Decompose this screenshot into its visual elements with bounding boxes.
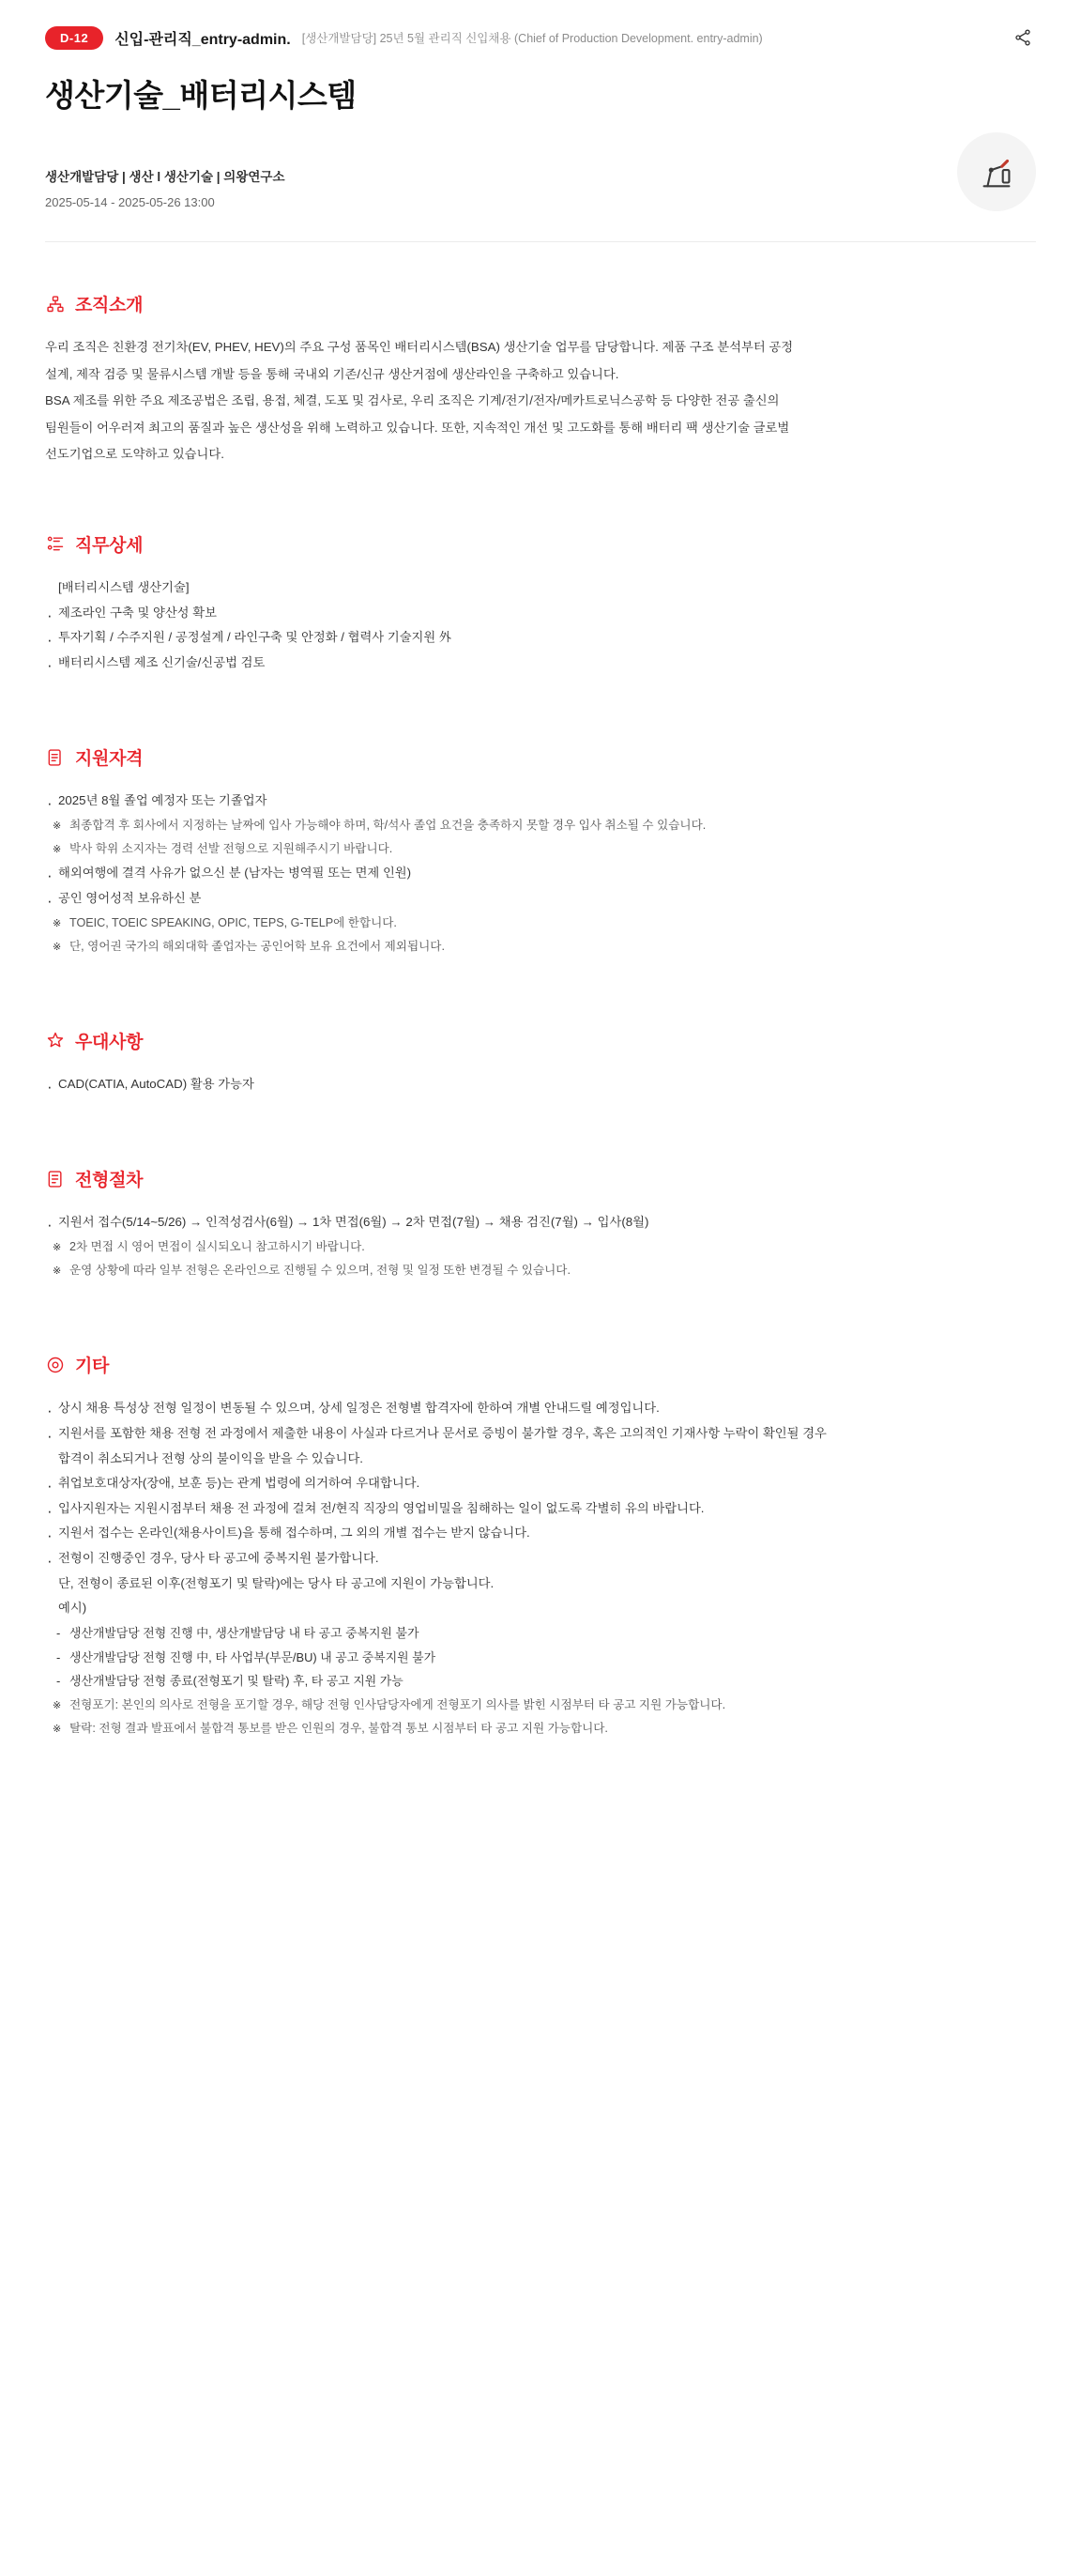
top-bar (45, 0, 1036, 51)
section-header (45, 1166, 1036, 1191)
section-body (45, 789, 1036, 958)
list-item: · 취업보호대상자(장애, 보훈 등)는 관계 법령에 의거하여 우대합니다. (45, 1471, 1036, 1496)
section-title: 전형절차 (75, 1171, 144, 1191)
section-title: 기타 (75, 1357, 110, 1377)
posting-category-title: 신입-관리직_entry-admin. (114, 31, 291, 48)
paragraph: BSA 제조를 위한 주요 제조공법은 조립, 용접, 체결, 도포 및 검사로, 우리 조직은 기계/전기/전자/메카트로닉스공학 등 다양한 전공 출신의 (45, 393, 780, 408)
dday-badge: D-12 (45, 26, 103, 50)
paragraph: 우리 조직은 친환경 전기차(EV, PHEV, HEV)의 주요 구성 품목인 배터리시스템(BSA) 생산기술 업무를 담당합니다. 제품 구조 분석부터 공정 (45, 340, 794, 354)
list-note: ※ 탈락: 전형 결과 발표에서 불합격 통보를 받은 인원의 경우, 불합격 통보 시점부터 타 공고 지원 가능합니다. (45, 1717, 1036, 1740)
process-list-icon (45, 1169, 66, 1189)
list-subitem: - 생산개발담당 전형 종료(전형포기 및 탈락) 후, 타 공고 지원 가능 (45, 1669, 1036, 1694)
list-subitem: - 생산개발담당 전형 진행 中, 생산개발담당 내 타 공고 중복지원 불가 (45, 1621, 1036, 1646)
list-item: · 해외여행에 결격 사유가 없으신 분 (남자는 병역필 또는 면제 인원) (45, 861, 1036, 886)
list-item: · 배터리시스템 제조 신기술/신공법 검토 (45, 651, 1036, 676)
list-item: · 투자기획 / 수주지원 / 공정설계 / 라인구축 및 안정화 / 협력사 기술지원 外 (45, 625, 1036, 651)
item-list (45, 575, 1036, 675)
section-qualification (45, 744, 1036, 958)
job-detail-icon (45, 533, 66, 554)
list-item-cont: 단, 전형이 종료된 이후(전형포기 및 탈락)에는 당사 타 공고에 지원이 가능합니다. (58, 1575, 495, 1590)
section-body (45, 575, 1036, 675)
section-process (45, 1166, 1036, 1282)
section-header (45, 291, 1036, 316)
list-note: ※ 전형포기: 본인의 의사로 전형을 포기할 경우, 해당 전형 인사담당자에게 전형포기 의사를 밝힌 시점부터 타 공고 지원 가능합니다. (45, 1694, 1036, 1717)
share-icon[interactable] (1010, 24, 1036, 51)
section-title: 지원자격 (75, 749, 144, 770)
meta-block (45, 166, 1036, 211)
list-item: · 입사지원자는 지원시점부터 채용 전 과정에 걸쳐 전/현직 직장의 영업비밀을 침해하는 일이 없도록 각별히 유의 바랍니다. (45, 1496, 1036, 1522)
section-preference (45, 1028, 1036, 1097)
section-body (45, 1396, 1036, 1740)
org-chart-icon (45, 294, 66, 314)
section-title: 우대사항 (75, 1032, 144, 1052)
section-header (45, 744, 1036, 770)
section-org-intro (45, 291, 1036, 468)
item-list (45, 789, 1036, 958)
list-note: ※ 운영 상황에 따라 일부 전형은 온라인으로 진행될 수 있으며, 전형 및 일정 또한 변경될 수 있습니다. (45, 1259, 1036, 1282)
header-divider (45, 241, 1036, 242)
list-item: · 지원서 접수는 온라인(채용사이트)을 통해 접수하며, 그 외의 개별 접수는 받지 않습니다. (45, 1521, 1036, 1546)
posting-subtitle: [생산개발담당] 25년 5월 관리직 신입채용 (Chief of Production Development. entry-admin) (301, 32, 763, 45)
paragraph: 설계, 제작 검증 및 물류시스템 개발 등을 통해 국내외 기존/신규 생산거점에 생산라인을 구축하고 있습니다. (45, 366, 619, 381)
star-award-icon (45, 1030, 66, 1050)
page-title: 생산기술_배터리시스템 (45, 78, 357, 113)
meta-department-path: 생산개발담당 | 생산 l 생산기술 | 의왕연구소 (45, 170, 285, 184)
list-item: · 제조라인 구축 및 양산성 확보 (45, 601, 1036, 626)
list-item-cont: 예시) (58, 1601, 87, 1616)
section-body (45, 1072, 1036, 1097)
list-item: · 전형이 진행중인 경우, 당사 타 공고에 중복지원 불가합니다. (45, 1546, 1036, 1572)
section-job-detail (45, 531, 1036, 675)
list-subitem: - 생산개발담당 전형 진행 中, 타 사업부(부문/BU) 내 공고 중복지원 불가 (45, 1646, 1036, 1670)
robot-arm-icon (957, 132, 1036, 211)
section-etc (45, 1352, 1036, 1806)
list-note: ※ 단, 영어권 국가의 해외대학 졸업자는 공인어학 보유 요건에서 제외됩니다. (45, 935, 1036, 958)
list-item: · 상시 채용 특성상 전형 일정이 변동될 수 있으며, 상세 일정은 전형별 합격자에 한하여 개별 안내드릴 예정입니다. (45, 1396, 1036, 1421)
list-item: [배터리시스템 생산기술] (58, 579, 190, 594)
document-check-icon (45, 747, 66, 768)
list-note: ※ TOEIC, TOEIC SPEAKING, OPIC, TEPS, G-TELP에 한합니다. (45, 912, 1036, 935)
item-list (45, 1072, 1036, 1097)
meta-period: 2025-05-14 - 2025-05-26 13:00 (45, 195, 215, 209)
list-note: ※ 최종합격 후 회사에서 지정하는 날짜에 입사 가능해야 하며, 학/석사 졸업 요건을 충족하지 못할 경우 입사 취소될 수 있습니다. (45, 814, 1036, 837)
item-list (45, 1210, 1036, 1282)
section-title: 조직소개 (75, 296, 144, 315)
paragraph: 선도기업으로 도약하고 있습니다. (45, 447, 224, 462)
list-note: ※ 박사 학위 소지자는 경력 선발 전형으로 지원해주시기 바랍니다. (45, 837, 1036, 861)
list-item: · 공인 영어성적 보유하신 분 (45, 886, 1036, 912)
list-item: · CAD(CATIA, AutoCAD) 활용 가능자 (45, 1072, 1036, 1097)
section-title: 직무상세 (75, 535, 144, 556)
list-note: ※ 2차 면접 시 영어 면접이 실시되오니 참고하시기 바랍니다. (45, 1235, 1036, 1259)
section-body (45, 335, 1036, 468)
section-body (45, 1210, 1036, 1282)
info-circle-icon (45, 1355, 66, 1375)
section-header (45, 1352, 1036, 1377)
paragraph: 팀원들이 어우러져 최고의 품질과 높은 생산성을 위해 노력하고 있습니다. 또한, 지속적인 개선 및 고도화를 통해 배터리 팩 생산기술 글로벌 (45, 420, 790, 435)
list-item: · 지원서 접수(5/14~5/26) → 인적성검사(6월) → 1차 면접(6월) → 2차 면접(7월) → 채용 검진(7월) → 입사(8월) (45, 1210, 1036, 1235)
section-header (45, 1028, 1036, 1053)
section-header (45, 531, 1036, 557)
list-item-cont: 합격이 취소되거나 전형 상의 불이익을 받을 수 있습니다. (58, 1450, 363, 1465)
meta-text (45, 166, 285, 209)
item-list (45, 1396, 1036, 1740)
list-item: · 2025년 8월 졸업 예정자 또는 기졸업자 (45, 789, 1036, 814)
list-item: · 지원서를 포함한 채용 전형 전 과정에서 제출한 내용이 사실과 다르거나 문서로 증빙이 불가할 경우, 혹은 고의적인 기재사항 누락이 확인될 경우 (45, 1421, 1036, 1447)
